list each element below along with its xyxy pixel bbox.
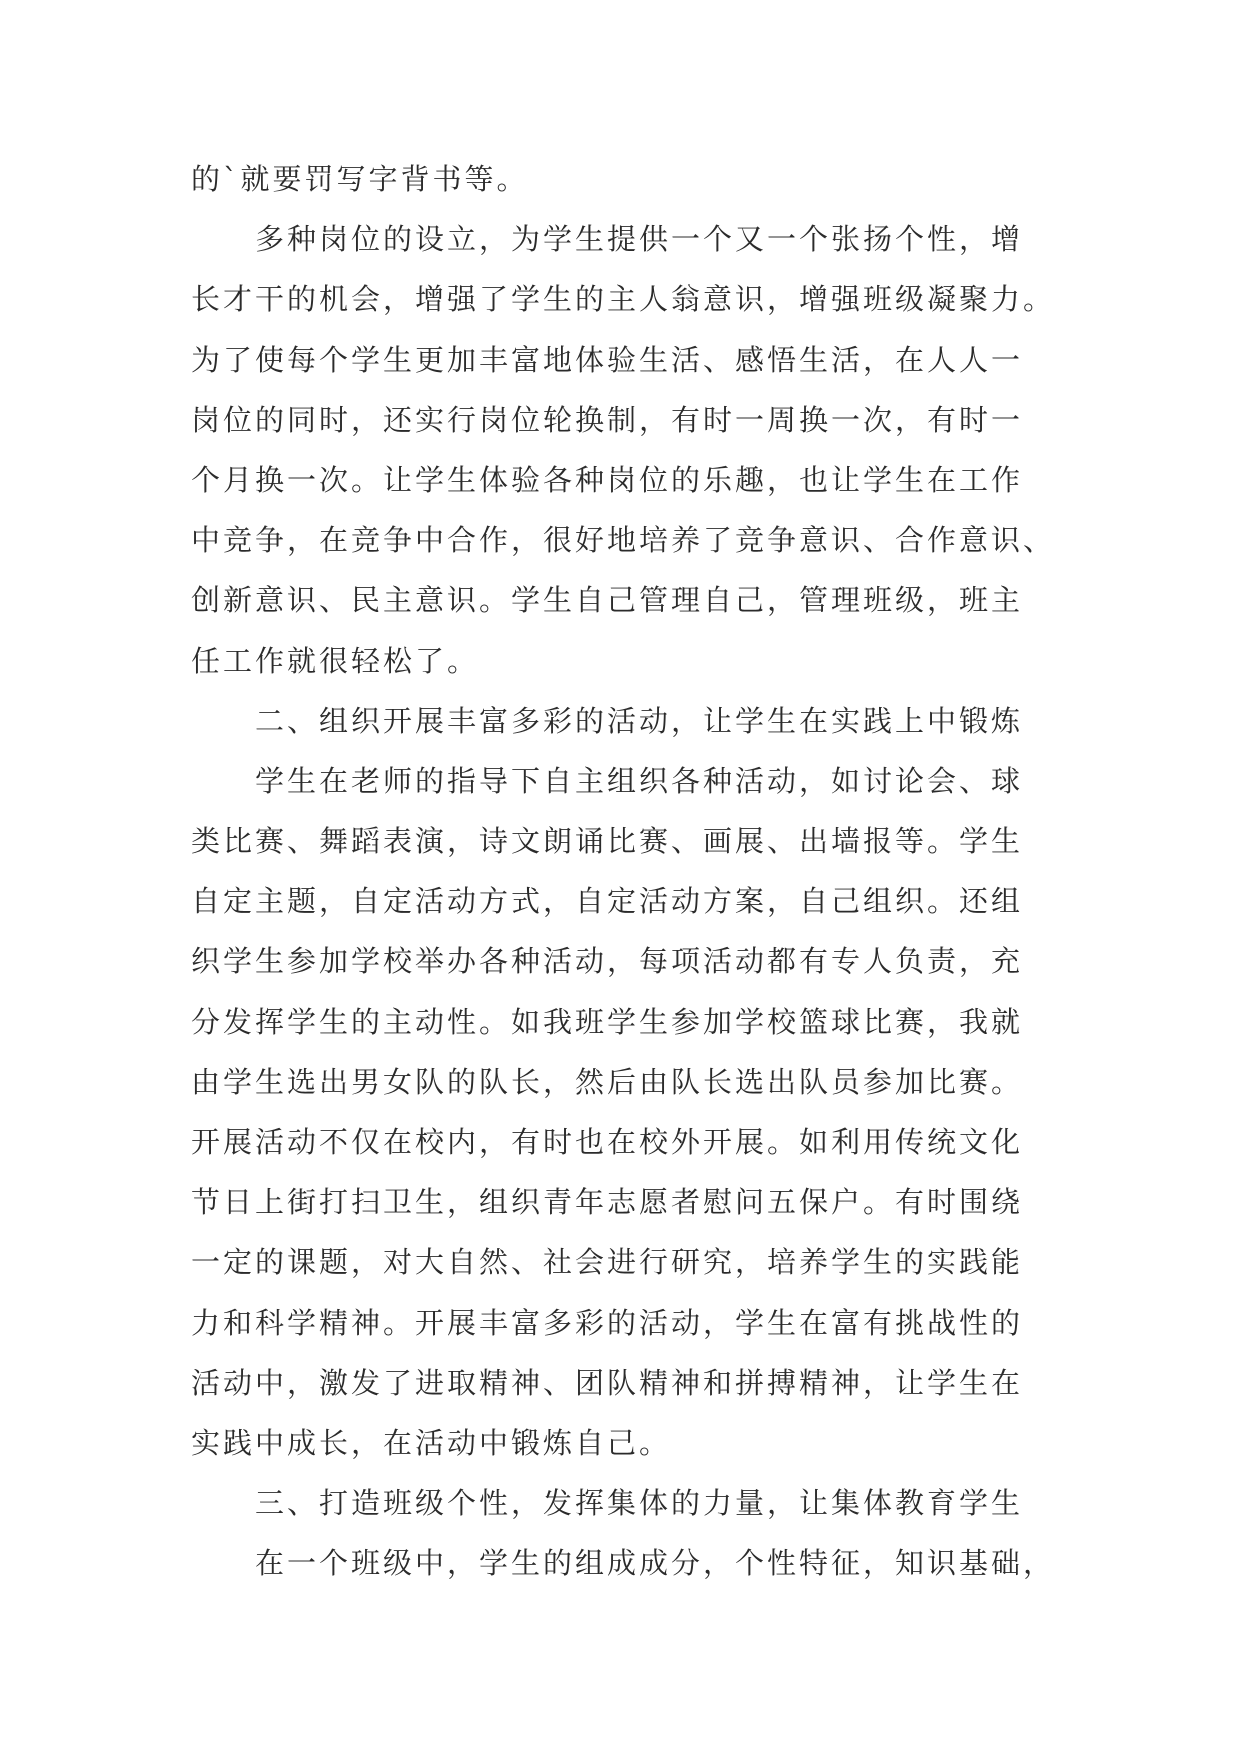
text-line: 在一个班级中，学生的组成成分，个性特征，知识基础，: [255, 1546, 1056, 1581]
text-line: 节日上街打扫卫生，组织青年志愿者慰问五保户。有时围绕: [191, 1185, 1024, 1220]
text-line: 一定的课题，对大自然、社会进行研究，培养学生的实践能: [191, 1245, 1024, 1280]
text-line: 中竞争，在竞争中合作，很好地培养了竞争意识、合作意识、: [191, 523, 1056, 558]
text-line: 任工作就很轻松了。: [191, 643, 480, 678]
text-line: 为了使每个学生更加丰富地体验生活、感悟生活，在人人一: [191, 342, 1024, 377]
text-line: 岗位的同时，还实行岗位轮换制，有时一周换一次，有时一: [191, 402, 1024, 437]
text-line: 力和科学精神。开展丰富多彩的活动，学生在富有挑战性的: [191, 1305, 1024, 1340]
text-line: 开展活动不仅在校内，有时也在校外开展。如利用传统文化: [191, 1125, 1024, 1159]
text-line: 长才干的机会，增强了学生的主人翁意识，增强班级凝聚力。: [191, 282, 1056, 317]
text-line: 由学生选出男女队的队长，然后由队长选出队员参加比赛。: [191, 1064, 1024, 1099]
text-line: 创新意识、民主意识。学生自己管理自己，管理班级，班主: [191, 583, 1024, 618]
text-line: 类比赛、舞蹈表演，诗文朗诵比赛、画展、出墙报等。学生: [191, 824, 1024, 859]
section-heading: 二、组织开展丰富多彩的活动，让学生在实践上中锻炼: [255, 703, 1024, 738]
document-body: [191, 149, 1071, 1594]
text-line: 活动中，激发了进取精神、团队精神和拼搏精神，让学生在: [191, 1365, 1024, 1400]
text-line: 个月换一次。让学生体验各种岗位的乐趣，也让学生在工作: [191, 462, 1024, 497]
text-line: 实践中成长，在活动中锻炼自己。: [191, 1425, 672, 1460]
text-line: 多种岗位的设立，为学生提供一个又一个张扬个性，增: [255, 222, 1024, 257]
text-line: 学生在老师的指导下自主组织各种活动，如讨论会、球: [255, 763, 1024, 798]
text-line: 织学生参加学校举办各种活动，每项活动都有专人负责，充: [191, 944, 1024, 979]
text-line: 分发挥学生的主动性。如我班学生参加学校篮球比赛，我就: [191, 1004, 1024, 1039]
text-line: 自定主题，自定活动方式，自定活动方案，自己组织。还组: [191, 884, 1024, 919]
text-line: 的`就要罚写字背书等。: [191, 162, 529, 196]
section-heading: 三、打造班级个性，发挥集体的力量，让集体教育学生: [255, 1486, 1024, 1521]
